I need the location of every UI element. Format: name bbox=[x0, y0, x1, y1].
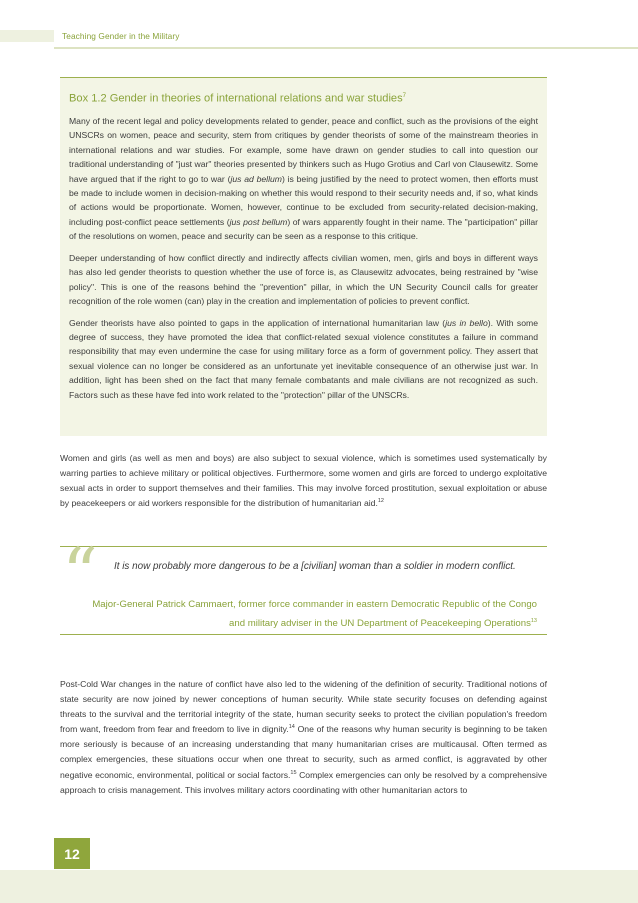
footnote-ref[interactable]: 14 bbox=[288, 724, 295, 731]
footnote-ref[interactable]: 13 bbox=[530, 618, 537, 624]
pull-quote bbox=[60, 533, 547, 635]
body-paragraph-human-security: Post-Cold War changes in the nature of conflict have also led to the widening of the definition of security. Traditional notions of state security are now joined by newer conceptions of human security. While state security focuses on defending against threats to the survival and the territorial integrity of the state, human security seeks to protect the civilian population's freedom from want, freedom from fear and freedom to live in dignity.$^{14}$ One of the reasons why human security is beginning to be taken more seriously is because of an increasing understanding that many humanitarian crises are multicausal. Often termed as complex emergencies, these situations occur when one threat to security, such as armed conflict, is aggravated by other negative economic, environmental, political or social factors.$^{15}$ Complex emergencies can only be resolved by a comprehensive approach to crisis management. This involves military actors coordinating with other humanitarian actors to bbox=[60, 679, 548, 795]
footnote-ref[interactable]: 7 bbox=[402, 93, 406, 99]
quote-attribution: Major-General Patrick Cammaert, former force commander in eastern Democratic Republic of the Congo and military adviser in the UN Department of Peacekeeping Operations$^{13}$ bbox=[92, 599, 537, 630]
box-paragraph-3: Gender theorists have also pointed to gaps in the application of international humanitarian law (jus in bello). With some degree of success, they have promoted the idea that conflict-related sexual violence constitutes a failure in command responsibility that may even undermine the case for using military force as a form of government policy. They assert that sexual violence can no longer be considered as an unfortunate yet inevitable consequence of an otherwise just war. In addition, light has been shed on the fact that many female combatants and male civilians are not recognized as such. Factors such as these have fed into work related to the "protection" pillar of the UNSCRs. bbox=[69, 317, 538, 400]
box-gender-theories bbox=[60, 77, 547, 436]
footnote-ref[interactable]: 12 bbox=[377, 498, 384, 505]
header-band bbox=[0, 30, 54, 42]
page-number: 12 bbox=[54, 838, 90, 869]
header-rule bbox=[54, 47, 638, 49]
quote-mark-icon: “ bbox=[62, 533, 98, 615]
footnote-ref[interactable]: 15 bbox=[290, 769, 297, 776]
body-paragraph-sexual-violence: Women and girls (as well as men and boys) are also subject to sexual violence, which is sometimes used systematically by warring parties to achieve military or political objectives. Furthermore, some women and girls are forced to undergo exploitative sexual acts in order to support themselves and their families. This may involve forced prostitution, sexual exploitation or abuse by peacekeepers or aid workers responsible for the distribution of humanitarian aid.$^{12}$ bbox=[60, 453, 547, 509]
box-paragraph-2: Deeper understanding of how conflict directly and indirectly affects civilian women, men, girls and boys in different ways has also led gender theorists to question whether the use of force is, as Clausewitz advocates, being restrained by "wise policy". This is one of the reasons behind the "prevention" pillar, in which the UN Security Council calls for greater recognition of the role women (can) play in the creation and implementation of policies to prevent conflict. bbox=[69, 252, 538, 307]
box-title: Box 1.2 Gender in theories of international relations and war studies$^7$ bbox=[69, 92, 406, 105]
box-paragraph-1: Many of the recent legal and policy developments related to gender, peace and conflict, such as the provisions of the eight UNSCRs on women, peace and security, stem from critiques by gender theorists of some of the mainstream theories in international relations and war studies. For example, some have drawn on gender studies to call into question our traditional understanding of "just war" theories presented by thinkers such as Hugo Grotius and Carl von Clausewitz. Some have argued that if the right to go to war (jus ad bellum) is being justified by the need to protect women, then efforts must be made to include women in decision-making on whether this would respond to their security needs and, if so, what kinds of actions would be proportionate. Women, however, continue to be excluded from security-related decision-making, including post-conflict peace settlements (jus post bellum) of wars apparently fought in their name. The "participation" pillar of the resolutions on women, peace and security can be seen as a response to this critique. bbox=[69, 115, 539, 242]
running-header: Teaching Gender in the Military bbox=[62, 31, 180, 41]
quote-text: It is now probably more dangerous to be a [civilian] woman than a soldier in modern conflict. bbox=[114, 561, 516, 572]
footer-band bbox=[0, 870, 638, 903]
